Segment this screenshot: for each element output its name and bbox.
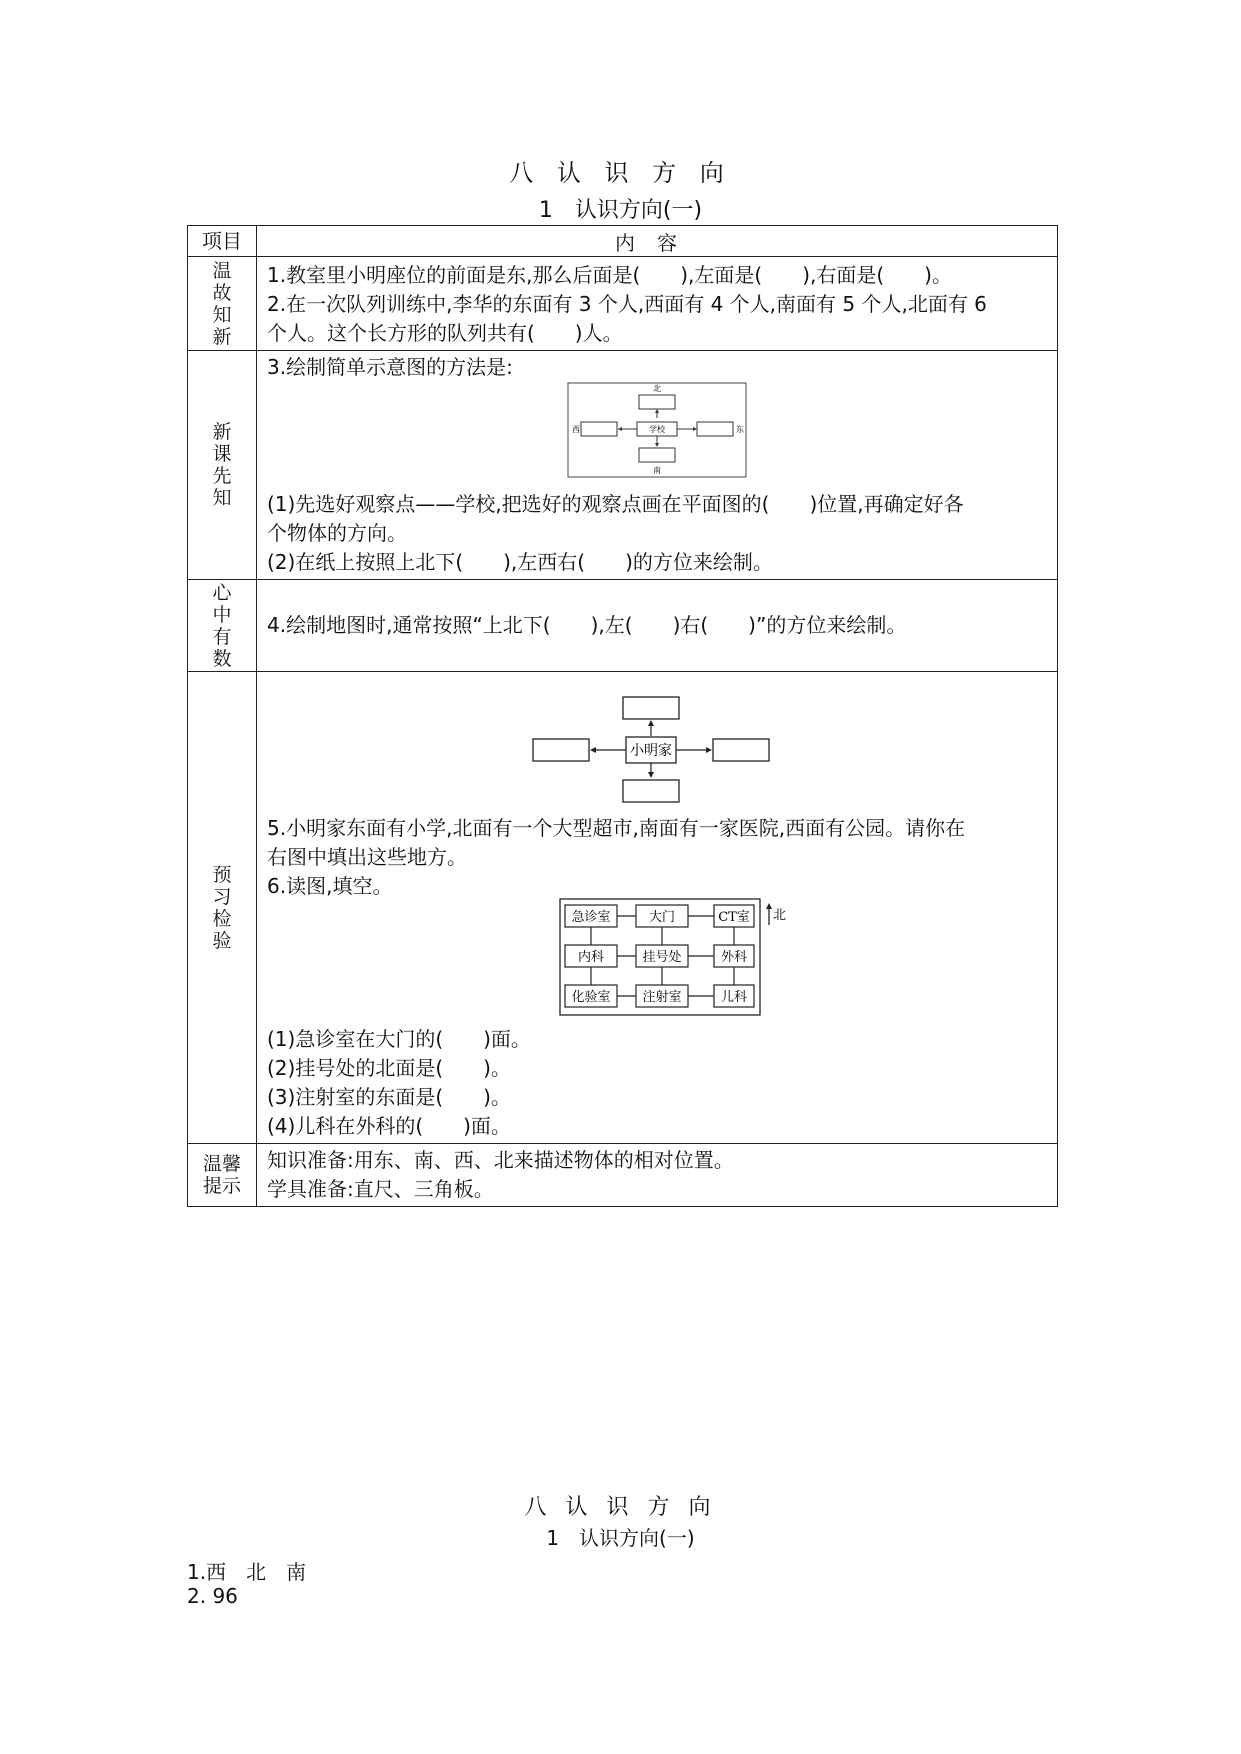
content-cell: [257, 257, 1058, 351]
category-cell: [188, 351, 257, 580]
question-line: 右图中填出这些地方。: [267, 845, 467, 869]
south-box: [639, 448, 675, 462]
content-cell: [257, 580, 1058, 672]
north-blank-box: [623, 697, 679, 719]
content-cell: [257, 351, 1058, 580]
header-content: 内容: [257, 226, 1058, 257]
west-blank-box: [533, 739, 589, 761]
east-blank-box: [713, 739, 769, 761]
question-line: 2.在一次队列训练中,李华的东面有 3 个人,西面有 4 个人,南面有 5 个人,北面有 6: [267, 292, 987, 316]
south-label: 南: [653, 466, 661, 475]
table-row: [188, 1144, 1058, 1207]
tip-line: 知识准备:用东、南、西、北来描述物体的相对位置。: [267, 1148, 734, 1172]
home-diagram: [267, 694, 1047, 814]
tip-line: 学具准备:直尺、三角板。: [267, 1177, 494, 1201]
answer-line: 1.西 北 南: [187, 1560, 307, 1584]
category-label: 温馨提示: [202, 1153, 241, 1197]
west-box: [581, 422, 617, 436]
question-line: (3)注射室的东面是( )。: [267, 1085, 511, 1109]
room-label: 外科: [720, 950, 748, 965]
north-label: 北: [653, 384, 661, 393]
question-line: 6.读图,填空。: [267, 874, 393, 898]
question-line: 1.教室里小明座位的前面是东,那么后面是( ),左面是( ),右面是( )。: [267, 263, 952, 287]
hospital-map-diagram: [559, 897, 795, 1017]
room-label: 挂号处: [642, 950, 682, 965]
north-arrow-label: 北: [773, 908, 787, 923]
content-cell: [257, 672, 1058, 1144]
room-label: 急诊室: [571, 910, 611, 925]
category-cell: [188, 672, 257, 1144]
room-label: 注射室: [642, 990, 682, 1005]
question-line: (2)在纸上按照上北下( ),左西右( )的方位来绘制。: [267, 550, 773, 574]
south-blank-box: [623, 780, 679, 802]
table-row: [188, 257, 1058, 351]
north-box: [639, 395, 675, 409]
lesson-table: [187, 225, 1058, 1207]
west-label: 西: [572, 425, 580, 434]
table-header-row: [188, 226, 1058, 257]
home-compass-diagram: [532, 694, 782, 806]
east-box: [697, 422, 733, 436]
school-diagram: [267, 382, 1047, 486]
chapter-title: 八 认 识 方 向: [509, 159, 732, 187]
east-label: 东: [736, 425, 744, 434]
category-label: 温故知新: [212, 259, 232, 348]
category-cell: [188, 257, 257, 351]
category-cell: [188, 580, 257, 672]
question-line: 4.绘制地图时,通常按照“上北下( ),左( )右( )”的方位来绘制。: [267, 613, 907, 637]
answer-line: 2. 96: [187, 1584, 238, 1608]
question-line: (1)先选好观察点——学校,把选好的观察点画在平面图的( )位置,再确定好各: [267, 492, 964, 516]
home-label: 小明家: [630, 743, 672, 759]
content-cell: [257, 1144, 1058, 1207]
category-label: 新课先知: [212, 421, 232, 509]
question-line: 3.绘制简单示意图的方法是:: [267, 355, 513, 379]
question-line: (4)儿科在外科的( )面。: [267, 1114, 511, 1138]
category-label: 预习检验: [212, 863, 232, 952]
header-item: 项目: [188, 226, 257, 257]
room-label: 内科: [577, 950, 605, 965]
category-cell: [188, 1144, 257, 1207]
question-line: (1)急诊室在大门的( )面。: [267, 1027, 531, 1051]
room-label: 大门: [648, 910, 676, 925]
lesson-title: 1 认识方向(一): [538, 198, 703, 223]
question-line: 个物体的方向。: [267, 521, 407, 545]
category-label: 心中有数: [212, 581, 232, 670]
table-row: [188, 351, 1058, 580]
table-row: [188, 580, 1058, 672]
room-label: 儿科: [720, 990, 748, 1005]
question-line: 个人。这个长方形的队列共有( )人。: [267, 321, 623, 345]
question-line: 5.小明家东面有小学,北面有一个大型超市,南面有一家医院,西面有公园。请你在: [267, 816, 966, 840]
school-label: 学校: [649, 425, 665, 434]
table-row: [188, 672, 1058, 1144]
hospital-map: [267, 897, 1047, 1025]
question-line: (2)挂号处的北面是( )。: [267, 1056, 511, 1080]
room-label: 化验室: [571, 990, 611, 1005]
answer-chapter-title: 八 认 识 方 向: [524, 1495, 717, 1520]
answer-lesson-title: 1 认识方向(一): [546, 1526, 695, 1550]
room-label: CT室: [718, 910, 750, 925]
school-compass-diagram: [567, 382, 747, 478]
